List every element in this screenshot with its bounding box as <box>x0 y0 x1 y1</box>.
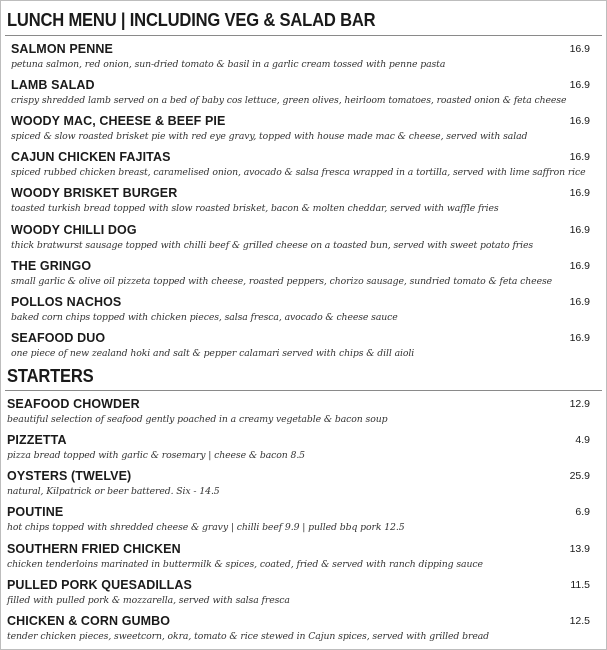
item-name: POUTINE <box>7 505 64 519</box>
item-name: PIZZETTA <box>7 433 67 447</box>
item-price: 16.9 <box>569 79 590 91</box>
item-description: petuna salmon, red onion, sun-dried tomato & basil in a garlic cream tossed with penne pasta <box>11 59 446 70</box>
menu-item <box>0 397 607 433</box>
item-name: LAMB SALAD <box>11 78 95 92</box>
menu-item <box>0 186 607 222</box>
item-name: THE GRINGO <box>11 259 92 273</box>
item-name: PULLED PORK QUESADILLAS <box>7 578 192 592</box>
item-name: WOODY CHILLI DOG <box>11 223 137 237</box>
item-description: one piece of new zealand hoki and salt & pepper calamari served with chips & dill aioli <box>11 348 415 359</box>
item-price: 16.9 <box>569 224 590 236</box>
item-price: 16.9 <box>569 115 590 127</box>
item-description: pizza bread topped with garlic & rosemary | cheese & bacon 8.5 <box>7 450 305 461</box>
item-description: chicken tenderloins marinated in buttermilk & spices, coated, fried & served with ranch dipping sauce <box>7 559 483 570</box>
menu-item <box>0 331 607 367</box>
menu-item <box>0 505 607 541</box>
item-description: natural, Kilpatrick or beer battered. Six - 14.5 <box>7 486 220 497</box>
menu-item <box>0 223 607 259</box>
item-description: spiced & slow roasted brisket pie with red eye gravy, topped with house made mac & cheese, served with salad <box>11 131 528 142</box>
item-name: CHICKEN & CORN GUMBO <box>7 614 171 628</box>
menu-item <box>0 150 607 186</box>
item-price: 11.5 <box>570 579 590 591</box>
item-description: tender chicken pieces, sweetcorn, okra, tomato & rice stewed in Cajun spices, served with grilled bread <box>7 631 490 642</box>
item-description: baked corn chips topped with chicken pieces, salsa fresca, avocado & cheese sauce <box>11 312 398 323</box>
item-price: 13.9 <box>569 543 590 555</box>
menu-item <box>0 614 607 650</box>
item-name: SEAFOOD CHOWDER <box>7 397 140 411</box>
item-price: 16.9 <box>569 151 590 163</box>
lunch-divider <box>5 35 602 36</box>
menu-item <box>0 42 607 78</box>
item-name: WOODY BRISKET BURGER <box>11 186 178 200</box>
item-description: hot chips topped with shredded cheese & gravy | chilli beef 9.9 | pulled bbq pork 12.5 <box>7 522 405 533</box>
menu-item <box>0 578 607 614</box>
item-price: 16.9 <box>569 43 590 55</box>
item-price: 12.5 <box>569 615 590 627</box>
item-price: 16.9 <box>569 332 590 344</box>
item-description: filled with pulled pork & mozzarella, served with salsa fresca <box>7 595 290 606</box>
item-price: 6.9 <box>575 506 590 518</box>
starters-divider <box>5 390 602 391</box>
menu-item <box>0 259 607 295</box>
item-description: thick bratwurst sausage topped with chilli beef & grilled cheese on a toasted bun, served with sweet potato fries <box>11 240 534 251</box>
item-name: SOUTHERN FRIED CHICKEN <box>7 542 181 556</box>
item-name: SEAFOOD DUO <box>11 331 106 345</box>
item-price: 16.9 <box>569 296 590 308</box>
item-description: small garlic & olive oil pizzeta topped with cheese, roasted peppers, chorizo sausage, sundried tomato & feta cheese <box>11 276 553 287</box>
item-name: WOODY MAC, CHEESE & BEEF PIE <box>11 114 226 128</box>
item-name: OYSTERS (TWELVE) <box>7 469 132 483</box>
menu-item <box>0 469 607 505</box>
menu-item <box>0 433 607 469</box>
item-price: 4.9 <box>575 434 590 446</box>
item-description: beautiful selection of seafood gently poached in a creamy vegetable & bacon soup <box>7 414 388 425</box>
item-name: SALMON PENNE <box>11 42 113 56</box>
item-name: CAJUN CHICKEN FAJITAS <box>11 150 171 164</box>
item-price: 16.9 <box>569 260 590 272</box>
menu-item <box>0 295 607 331</box>
item-price: 12.9 <box>569 398 590 410</box>
lunch-menu-title: LUNCH MENU | INCLUDING VEG & SALAD BAR <box>7 10 376 30</box>
menu-item <box>0 542 607 578</box>
menu-item <box>0 78 607 114</box>
starters-title: STARTERS <box>7 366 94 386</box>
item-price: 16.9 <box>569 187 590 199</box>
item-description: toasted turkish bread topped with slow roasted brisket, bacon & molten cheddar, served with waffle fries <box>11 203 499 214</box>
item-price: 25.9 <box>569 470 590 482</box>
menu-item <box>0 114 607 150</box>
item-description: crispy shredded lamb served on a bed of baby cos lettuce, green olives, heirloom tomatoes, roasted onion & feta cheese <box>11 95 567 106</box>
item-name: POLLOS NACHOS <box>11 295 122 309</box>
item-description: spiced rubbed chicken breast, caramelised onion, avocado & salsa fresca wrapped in a tortilla, served with lime saffron rice <box>11 167 586 178</box>
